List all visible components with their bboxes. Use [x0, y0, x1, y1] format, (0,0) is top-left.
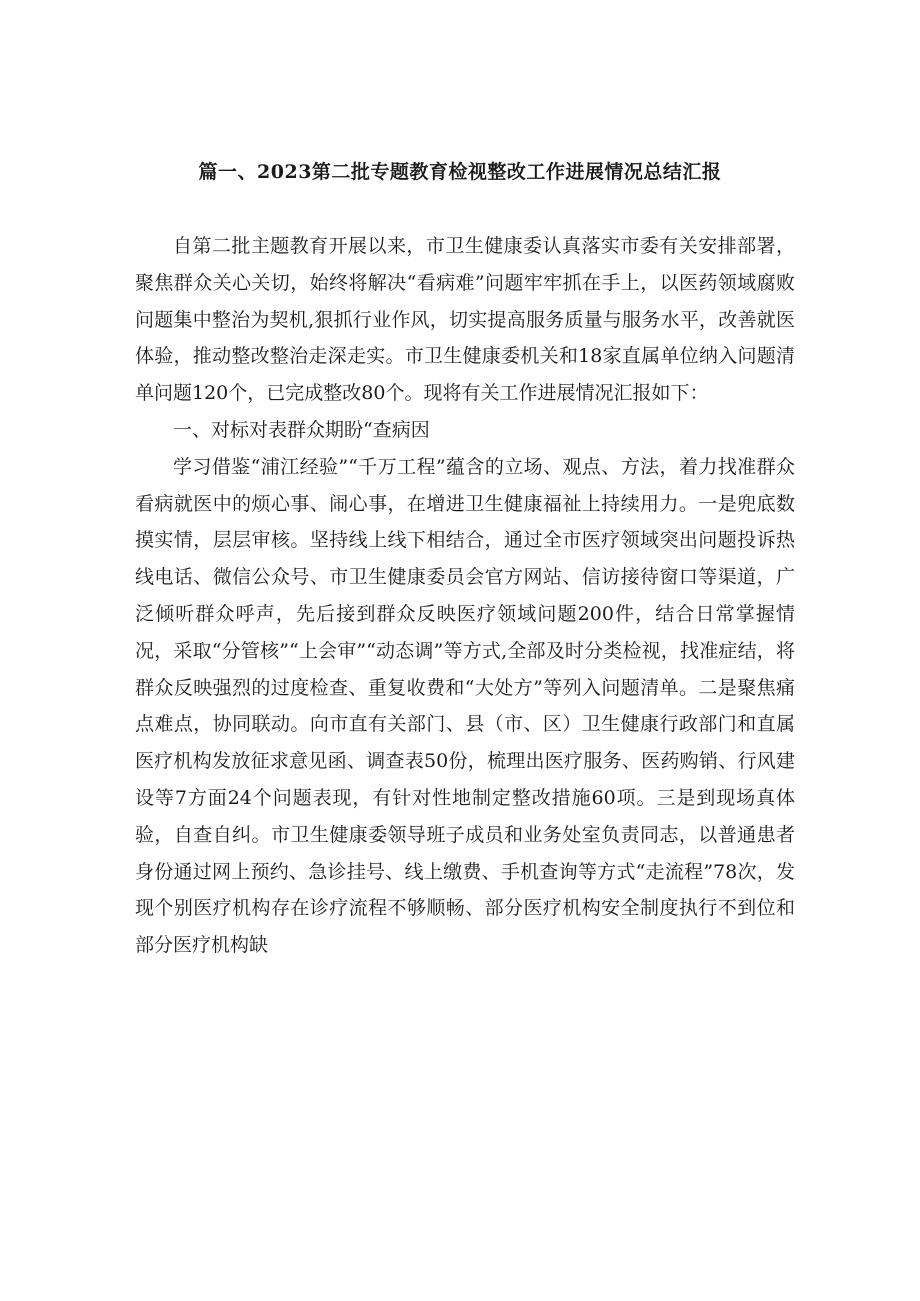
paragraph-section-one: 学习借鉴“浦江经验”“千万工程”蕴含的立场、观点、方法，着力找准群众看病就医中的烦心事、闹心事，在增进卫生健康福祉上持续用力。一是兜底数摸实情，层层审核。坚持线上线下相结合，通过全市医疗领域突出问题投诉热线电话、微信公众号、市卫生健康委员会官方网站、信访接待窗口等渠道，广泛倾听群众呼声，先后接到群众反映医疗领域问题200件，结合日常掌握情况，采取“分管核”“上会审”“动态调”等方式,全部及时分类检视，找准症结，将群众反映强烈的过度检查、重复收费和“大处方”等列入问题清单。二是聚焦痛点难点，协同联动。向市直有关部门、县（市、区）卫生健康行政部门和直属医疗机构发放征求意见函、调查表50份，梳理出医疗服务、医药购销、行风建设等7方面24个问题表现，有针对性地制定整改措施60项。三是到现场真体验，自查自纠。市卫生健康委领导班子成员和业务处室负责同志，以普通患者身份通过网上预约、急诊挂号、线上缴费、手机查询等方式“走流程”78次，发现个别医疗机构存在诊疗流程不够顺畅、部分医疗机构安全制度执行不到位和部分医疗机构缺: [135, 455, 795, 957]
section-heading: 一、对标对表群众期盼“查病因: [173, 418, 430, 441]
document-body: [135, 228, 795, 964]
paragraph-intro: 自第二批主题教育开展以来，市卫生健康委认真落实市委有关安排部署，聚焦群众关心关切，始终将解决“看病难”问题牢牢抓在手上，以医药领域腐败问题集中整治为契机,狠抓行业作风，切实提高服务质量与服务水平，改善就医体验，推动整改整治走深走实。市卫生健康委机关和18家直属单位纳入问题清单问题120个，已完成整改80个。现将有关工作进展情况汇报如下：: [135, 235, 795, 405]
document-title: 篇一、2023第二批专题教育检视整改工作进展情况总结汇报: [198, 161, 722, 183]
